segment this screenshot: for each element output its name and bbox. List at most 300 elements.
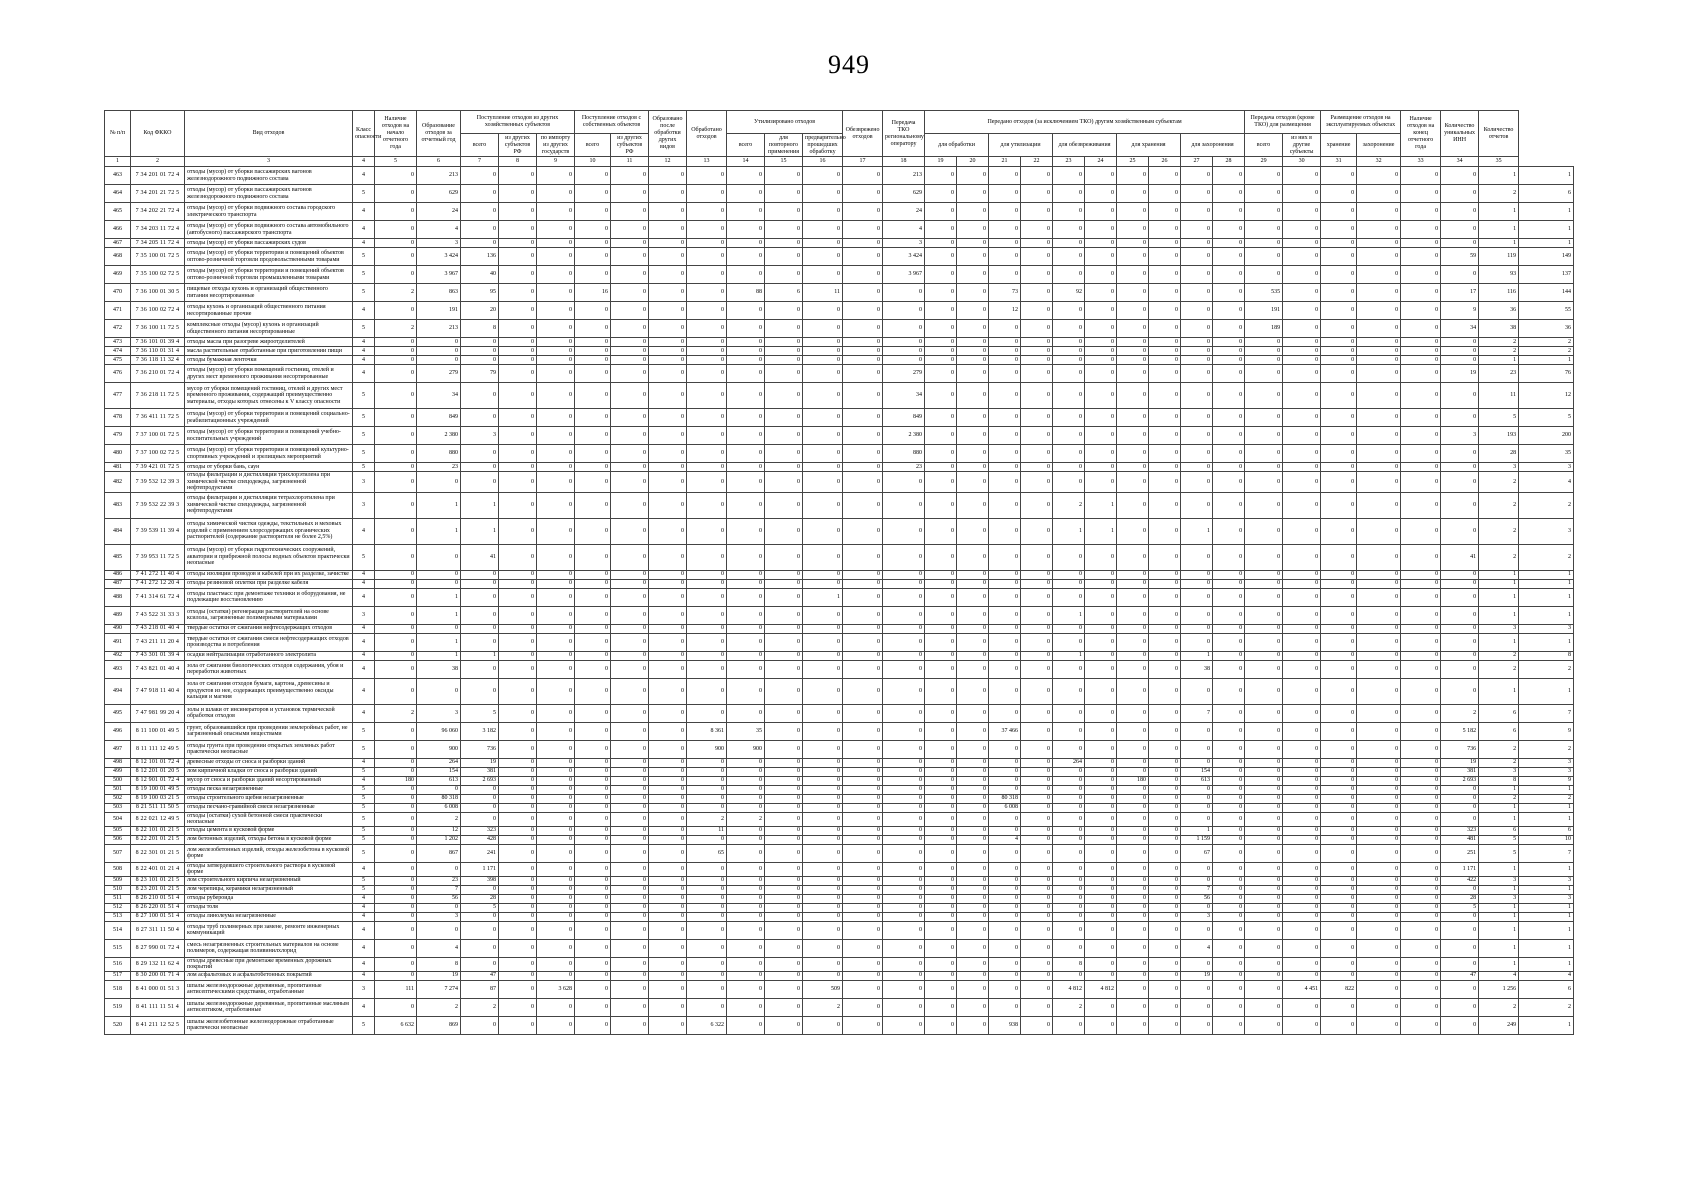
value-cell: 1 bbox=[1519, 785, 1574, 794]
value-cell: 191 bbox=[417, 302, 461, 320]
value-cell: 0 bbox=[1149, 570, 1181, 579]
value-cell: 0 bbox=[1245, 518, 1283, 544]
value-cell: 0 bbox=[765, 722, 803, 740]
value-cell: 0 bbox=[1357, 266, 1401, 284]
value-cell: 0 bbox=[883, 284, 925, 302]
value-cell: 0 bbox=[575, 463, 611, 472]
value-cell: 1 171 bbox=[461, 862, 499, 876]
value-cell: 0 bbox=[1401, 903, 1441, 912]
value-cell: 0 bbox=[375, 383, 417, 409]
value-cell: 0 bbox=[687, 885, 727, 894]
value-cell: 0 bbox=[1441, 921, 1479, 939]
waste-name: лом бетонных изделий, отходы бетона в кусковой форме bbox=[185, 835, 353, 844]
value-cell: 0 bbox=[925, 427, 957, 445]
value-cell: 0 bbox=[925, 740, 957, 758]
value-cell: 1 bbox=[1519, 606, 1574, 624]
value-cell: 1 bbox=[1479, 633, 1519, 651]
value-cell: 2 bbox=[1479, 794, 1519, 803]
value-cell: 0 bbox=[1401, 544, 1441, 570]
value-cell: 0 bbox=[1441, 624, 1479, 633]
value-cell: 7 bbox=[1181, 885, 1213, 894]
value-cell: 0 bbox=[537, 588, 575, 606]
value-cell: 0 bbox=[575, 266, 611, 284]
waste-name: мусор от уборки помещений гостиниц, отелей и других мест временного проживания, содержащий преимущественно материалы, отходы которых отнесены к V классу опасности bbox=[185, 383, 353, 409]
value-cell: 0 bbox=[537, 876, 575, 885]
value-cell: 0 bbox=[375, 203, 417, 221]
value-cell: 0 bbox=[843, 167, 883, 185]
value-cell: 0 bbox=[575, 185, 611, 203]
value-cell: 0 bbox=[575, 903, 611, 912]
value-cell: 0 bbox=[1085, 885, 1117, 894]
value-cell: 79 bbox=[461, 365, 499, 383]
value-cell: 0 bbox=[575, 876, 611, 885]
value-cell: 0 bbox=[989, 660, 1021, 678]
value-cell: 0 bbox=[537, 758, 575, 767]
hazard-class: 5 bbox=[353, 876, 375, 885]
value-cell: 2 bbox=[1519, 998, 1574, 1016]
waste-name: отходы (мусор) от уборки территории и помещений социально-реабилитационных учреждений bbox=[185, 409, 353, 427]
value-cell: 0 bbox=[765, 812, 803, 826]
value-cell: 0 bbox=[1053, 971, 1085, 980]
value-cell: 0 bbox=[1117, 862, 1149, 876]
value-cell: 0 bbox=[1357, 624, 1401, 633]
value-cell: 12 bbox=[1519, 383, 1574, 409]
value-cell: 0 bbox=[925, 957, 957, 971]
value-cell: 0 bbox=[417, 785, 461, 794]
value-cell: 0 bbox=[1181, 203, 1213, 221]
value-cell: 0 bbox=[375, 794, 417, 803]
hazard-class: 4 bbox=[353, 939, 375, 957]
value-cell: 0 bbox=[1401, 409, 1441, 427]
value-cell: 0 bbox=[989, 740, 1021, 758]
value-cell: 0 bbox=[1085, 266, 1117, 284]
value-cell: 0 bbox=[1441, 203, 1479, 221]
value-cell: 0 bbox=[461, 939, 499, 957]
value-cell: 0 bbox=[1321, 239, 1357, 248]
value-cell: 381 bbox=[461, 767, 499, 776]
value-cell: 0 bbox=[1149, 445, 1181, 463]
value-cell: 0 bbox=[1441, 239, 1479, 248]
value-cell: 0 bbox=[1441, 998, 1479, 1016]
waste-name: отходы пластмасс при демонтаже техники и оборудования, не подлежащие восстановлению bbox=[185, 588, 353, 606]
value-cell: 0 bbox=[957, 767, 989, 776]
value-cell: 0 bbox=[375, 971, 417, 980]
table-row bbox=[105, 957, 1574, 971]
value-cell: 0 bbox=[649, 862, 687, 876]
value-cell: 0 bbox=[1021, 347, 1053, 356]
value-cell: 0 bbox=[1357, 678, 1401, 704]
col-header-tr-store: для хранения bbox=[1117, 134, 1181, 157]
value-cell: 0 bbox=[611, 1016, 649, 1034]
value-cell: 0 bbox=[575, 794, 611, 803]
value-cell: 0 bbox=[1117, 544, 1149, 570]
value-cell: 0 bbox=[765, 767, 803, 776]
value-cell: 0 bbox=[1181, 803, 1213, 812]
row-number: 499 bbox=[105, 767, 131, 776]
value-cell: 0 bbox=[843, 409, 883, 427]
value-cell: 0 bbox=[843, 606, 883, 624]
value-cell: 0 bbox=[649, 776, 687, 785]
row-number: 495 bbox=[105, 704, 131, 722]
value-cell: 0 bbox=[1213, 835, 1245, 844]
value-cell: 0 bbox=[765, 347, 803, 356]
value-cell: 0 bbox=[1321, 492, 1357, 518]
value-cell: 0 bbox=[375, 894, 417, 903]
value-cell: 1 bbox=[1085, 518, 1117, 544]
value-cell: 0 bbox=[1321, 998, 1357, 1016]
value-cell: 0 bbox=[499, 203, 537, 221]
value-cell: 0 bbox=[1149, 826, 1181, 835]
value-cell: 0 bbox=[765, 704, 803, 722]
value-cell: 0 bbox=[611, 678, 649, 704]
value-cell: 0 bbox=[1401, 570, 1441, 579]
column-number: 7 bbox=[461, 157, 499, 167]
hazard-class: 4 bbox=[353, 203, 375, 221]
fkko-code: 7 34 205 11 72 4 bbox=[131, 239, 185, 248]
value-cell: 0 bbox=[957, 894, 989, 903]
value-cell: 3 628 bbox=[537, 980, 575, 998]
value-cell: 0 bbox=[957, 445, 989, 463]
value-cell: 0 bbox=[1401, 239, 1441, 248]
value-cell: 0 bbox=[499, 266, 537, 284]
value-cell: 180 bbox=[375, 776, 417, 785]
value-cell: 0 bbox=[611, 776, 649, 785]
value-cell: 323 bbox=[461, 826, 499, 835]
value-cell: 0 bbox=[1117, 347, 1149, 356]
value-cell: 0 bbox=[727, 544, 765, 570]
value-cell: 1 bbox=[1479, 812, 1519, 826]
value-cell: 0 bbox=[1117, 409, 1149, 427]
value-cell: 0 bbox=[649, 844, 687, 862]
value-cell: 0 bbox=[1357, 248, 1401, 266]
value-cell: 1 bbox=[1519, 356, 1574, 365]
waste-name: отходы (мусор) от уборки территории и помещений учебно-воспитательных учреждений bbox=[185, 427, 353, 445]
value-cell: 0 bbox=[1149, 912, 1181, 921]
table-row bbox=[105, 356, 1574, 365]
value-cell: 0 bbox=[417, 678, 461, 704]
value-cell: 0 bbox=[575, 320, 611, 338]
value-cell: 0 bbox=[1321, 876, 1357, 885]
value-cell: 0 bbox=[1085, 1016, 1117, 1034]
value-cell: 0 bbox=[1021, 492, 1053, 518]
value-cell: 0 bbox=[1321, 1016, 1357, 1034]
value-cell: 0 bbox=[843, 651, 883, 660]
value-cell: 0 bbox=[1149, 885, 1181, 894]
value-cell: 0 bbox=[1401, 633, 1441, 651]
value-cell: 0 bbox=[883, 740, 925, 758]
value-cell: 0 bbox=[537, 826, 575, 835]
column-number: 33 bbox=[1401, 157, 1441, 167]
value-cell: 3 bbox=[1519, 767, 1574, 776]
value-cell: 0 bbox=[1021, 320, 1053, 338]
value-cell: 0 bbox=[843, 221, 883, 239]
value-cell: 0 bbox=[1085, 767, 1117, 776]
fkko-code: 7 36 411 11 72 5 bbox=[131, 409, 185, 427]
fkko-code: 7 37 100 02 72 5 bbox=[131, 445, 185, 463]
hazard-class: 5 bbox=[353, 544, 375, 570]
value-cell: 1 bbox=[1085, 492, 1117, 518]
value-cell: 0 bbox=[843, 570, 883, 579]
value-cell: 0 bbox=[1053, 826, 1085, 835]
value-cell: 629 bbox=[417, 185, 461, 203]
value-cell: 0 bbox=[687, 302, 727, 320]
value-cell: 0 bbox=[1053, 203, 1085, 221]
value-cell: 0 bbox=[1149, 203, 1181, 221]
value-cell: 0 bbox=[925, 302, 957, 320]
value-cell: 0 bbox=[1085, 579, 1117, 588]
value-cell: 0 bbox=[1181, 356, 1213, 365]
value-cell: 0 bbox=[883, 338, 925, 347]
value-cell: 0 bbox=[649, 785, 687, 794]
value-cell: 0 bbox=[1245, 921, 1283, 939]
hazard-class: 4 bbox=[353, 167, 375, 185]
value-cell: 0 bbox=[1021, 248, 1053, 266]
value-cell: 0 bbox=[575, 885, 611, 894]
table-row bbox=[105, 776, 1574, 785]
value-cell: 0 bbox=[1357, 203, 1401, 221]
value-cell: 0 bbox=[1213, 472, 1245, 493]
value-cell: 6 bbox=[1519, 185, 1574, 203]
value-cell: 1 bbox=[1519, 903, 1574, 912]
column-number: 19 bbox=[925, 157, 957, 167]
value-cell: 0 bbox=[1321, 803, 1357, 812]
value-cell: 0 bbox=[611, 383, 649, 409]
value-cell: 0 bbox=[375, 812, 417, 826]
value-cell: 0 bbox=[727, 518, 765, 544]
row-number: 492 bbox=[105, 651, 131, 660]
value-cell: 0 bbox=[1117, 606, 1149, 624]
row-number: 466 bbox=[105, 221, 131, 239]
value-cell: 0 bbox=[727, 445, 765, 463]
column-number: 6 bbox=[417, 157, 461, 167]
value-cell: 0 bbox=[1021, 971, 1053, 980]
value-cell: 3 967 bbox=[883, 266, 925, 284]
hazard-class: 4 bbox=[353, 338, 375, 347]
value-cell: 0 bbox=[1149, 704, 1181, 722]
value-cell: 0 bbox=[1283, 660, 1321, 678]
value-cell: 0 bbox=[1321, 812, 1357, 826]
value-cell: 0 bbox=[1181, 248, 1213, 266]
value-cell: 0 bbox=[687, 239, 727, 248]
value-cell: 0 bbox=[1181, 579, 1213, 588]
value-cell: 0 bbox=[803, 266, 843, 284]
value-cell: 0 bbox=[649, 248, 687, 266]
value-cell: 0 bbox=[1401, 463, 1441, 472]
value-cell: 900 bbox=[727, 740, 765, 758]
value-cell: 0 bbox=[1213, 284, 1245, 302]
table-row bbox=[105, 971, 1574, 980]
value-cell: 0 bbox=[649, 347, 687, 356]
value-cell: 3 bbox=[1479, 624, 1519, 633]
value-cell: 0 bbox=[765, 894, 803, 903]
waste-name: отходы кухонь и организаций общественного питания несортированные прочие bbox=[185, 302, 353, 320]
value-cell: 0 bbox=[727, 862, 765, 876]
row-number: 519 bbox=[105, 998, 131, 1016]
value-cell: 0 bbox=[1117, 338, 1149, 347]
value-cell: 0 bbox=[1213, 570, 1245, 579]
column-number: 25 bbox=[1117, 157, 1149, 167]
value-cell: 0 bbox=[1213, 544, 1245, 570]
value-cell: 0 bbox=[1149, 266, 1181, 284]
value-cell: 0 bbox=[1053, 876, 1085, 885]
waste-name: шпалы железнодорожные деревянные, пропитанные масляным антисептиком, отработанные bbox=[185, 998, 353, 1016]
value-cell: 7 bbox=[417, 885, 461, 894]
value-cell: 2 bbox=[1519, 347, 1574, 356]
value-cell: 0 bbox=[925, 365, 957, 383]
value-cell: 0 bbox=[803, 767, 843, 776]
value-cell: 0 bbox=[1283, 492, 1321, 518]
table-row bbox=[105, 221, 1574, 239]
value-cell: 0 bbox=[803, 248, 843, 266]
value-cell: 0 bbox=[375, 862, 417, 876]
value-cell: 0 bbox=[417, 338, 461, 347]
value-cell: 1 bbox=[417, 492, 461, 518]
value-cell: 0 bbox=[1357, 826, 1401, 835]
value-cell: 5 bbox=[1479, 409, 1519, 427]
value-cell: 0 bbox=[1283, 409, 1321, 427]
value-cell: 0 bbox=[1085, 248, 1117, 266]
value-cell: 0 bbox=[1085, 835, 1117, 844]
value-cell: 0 bbox=[925, 167, 957, 185]
value-cell: 0 bbox=[1053, 678, 1085, 704]
table-row bbox=[105, 518, 1574, 544]
value-cell: 0 bbox=[925, 722, 957, 740]
value-cell: 0 bbox=[575, 844, 611, 862]
value-cell: 867 bbox=[417, 844, 461, 862]
value-cell: 0 bbox=[727, 767, 765, 776]
column-number: 21 bbox=[989, 157, 1021, 167]
value-cell: 1 bbox=[1053, 651, 1085, 660]
value-cell: 0 bbox=[1021, 579, 1053, 588]
value-cell: 0 bbox=[499, 921, 537, 939]
value-cell: 0 bbox=[649, 185, 687, 203]
value-cell: 0 bbox=[1085, 409, 1117, 427]
col-header-util-prepared: предварительно прошедших обработку bbox=[803, 134, 843, 157]
col-header-tko-total: всего bbox=[1245, 134, 1283, 157]
value-cell: 0 bbox=[499, 862, 537, 876]
value-cell: 0 bbox=[803, 971, 843, 980]
value-cell: 0 bbox=[1357, 776, 1401, 785]
value-cell: 0 bbox=[611, 492, 649, 518]
value-cell: 0 bbox=[1441, 803, 1479, 812]
value-cell: 0 bbox=[687, 894, 727, 903]
value-cell: 0 bbox=[765, 365, 803, 383]
fkko-code: 8 26 210 01 51 4 bbox=[131, 894, 185, 903]
value-cell: 0 bbox=[925, 221, 957, 239]
value-cell: 0 bbox=[727, 704, 765, 722]
value-cell: 0 bbox=[957, 302, 989, 320]
value-cell: 0 bbox=[1085, 844, 1117, 862]
value-cell: 0 bbox=[1441, 221, 1479, 239]
value-cell: 0 bbox=[1401, 998, 1441, 1016]
value-cell: 2 bbox=[1519, 794, 1574, 803]
value-cell: 0 bbox=[1283, 203, 1321, 221]
value-cell: 0 bbox=[375, 492, 417, 518]
value-cell: 0 bbox=[537, 347, 575, 356]
waste-table-container bbox=[104, 110, 1574, 1035]
value-cell: 0 bbox=[1357, 844, 1401, 862]
value-cell: 0 bbox=[649, 221, 687, 239]
value-cell: 0 bbox=[499, 939, 537, 957]
value-cell: 0 bbox=[1321, 167, 1357, 185]
table-row bbox=[105, 167, 1574, 185]
hazard-class: 5 bbox=[353, 320, 375, 338]
value-cell: 0 bbox=[957, 472, 989, 493]
value-cell: 0 bbox=[417, 472, 461, 493]
value-cell: 0 bbox=[957, 266, 989, 284]
value-cell: 0 bbox=[1441, 266, 1479, 284]
col-header-util-repeat: для повторного применения bbox=[765, 134, 803, 157]
value-cell: 0 bbox=[1321, 651, 1357, 660]
row-number: 488 bbox=[105, 588, 131, 606]
hazard-class: 4 bbox=[353, 518, 375, 544]
value-cell: 41 bbox=[461, 544, 499, 570]
value-cell: 0 bbox=[727, 912, 765, 921]
value-cell: 0 bbox=[575, 427, 611, 445]
value-cell: 0 bbox=[417, 624, 461, 633]
value-cell: 0 bbox=[1245, 606, 1283, 624]
table-row bbox=[105, 239, 1574, 248]
value-cell: 0 bbox=[1321, 794, 1357, 803]
value-cell: 0 bbox=[537, 409, 575, 427]
value-cell: 0 bbox=[1401, 921, 1441, 939]
value-cell: 2 bbox=[1479, 758, 1519, 767]
value-cell: 0 bbox=[1181, 167, 1213, 185]
value-cell: 0 bbox=[1357, 463, 1401, 472]
value-cell: 0 bbox=[883, 812, 925, 826]
value-cell: 0 bbox=[1357, 221, 1401, 239]
value-cell: 0 bbox=[1085, 704, 1117, 722]
value-cell: 0 bbox=[611, 767, 649, 776]
value-cell: 0 bbox=[575, 939, 611, 957]
value-cell: 0 bbox=[1357, 633, 1401, 651]
value-cell: 9 bbox=[1519, 776, 1574, 785]
value-cell: 0 bbox=[1181, 588, 1213, 606]
value-cell: 0 bbox=[957, 912, 989, 921]
value-cell: 55 bbox=[1519, 302, 1574, 320]
fkko-code: 7 39 532 22 39 3 bbox=[131, 492, 185, 518]
value-cell: 0 bbox=[1213, 767, 1245, 776]
hazard-class: 4 bbox=[353, 239, 375, 248]
value-cell: 0 bbox=[765, 266, 803, 284]
value-cell: 2 bbox=[1479, 492, 1519, 518]
fkko-code: 7 35 100 02 72 5 bbox=[131, 266, 185, 284]
value-cell: 0 bbox=[803, 939, 843, 957]
value-cell: 6 bbox=[1519, 826, 1574, 835]
hazard-class: 4 bbox=[353, 921, 375, 939]
value-cell: 0 bbox=[1321, 844, 1357, 862]
value-cell: 0 bbox=[727, 894, 765, 903]
row-number: 489 bbox=[105, 606, 131, 624]
value-cell: 0 bbox=[649, 463, 687, 472]
value-cell: 0 bbox=[1441, 785, 1479, 794]
value-cell: 0 bbox=[1441, 185, 1479, 203]
waste-name: лом строительного кирпича незагрязненный bbox=[185, 876, 353, 885]
value-cell: 0 bbox=[1401, 356, 1441, 365]
value-cell: 0 bbox=[649, 302, 687, 320]
value-cell: 0 bbox=[957, 356, 989, 365]
value-cell: 0 bbox=[649, 445, 687, 463]
value-cell: 0 bbox=[1321, 758, 1357, 767]
value-cell: 0 bbox=[1213, 588, 1245, 606]
value-cell: 3 bbox=[1479, 463, 1519, 472]
table-row bbox=[105, 912, 1574, 921]
value-cell: 0 bbox=[1021, 633, 1053, 651]
value-cell: 0 bbox=[803, 409, 843, 427]
value-cell: 0 bbox=[1021, 876, 1053, 885]
value-cell: 3 bbox=[1479, 876, 1519, 885]
hazard-class: 4 bbox=[353, 971, 375, 980]
